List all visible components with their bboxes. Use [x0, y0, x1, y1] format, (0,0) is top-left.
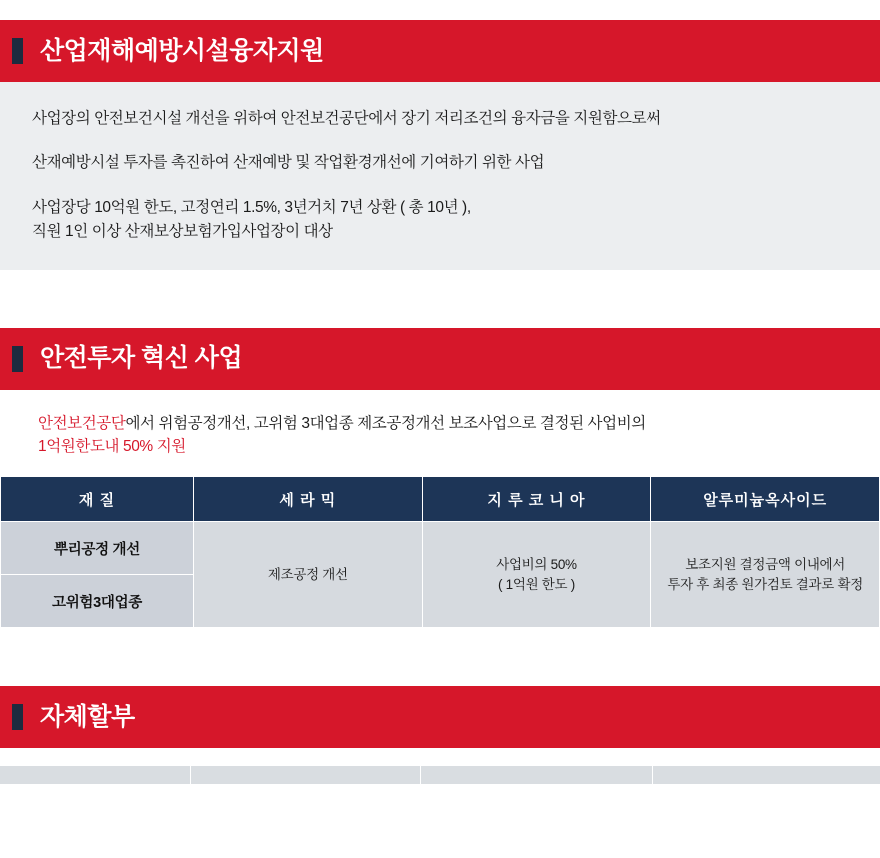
section-1-paragraph-4: 직원 1인 이상 산재보상보험가입사업장이 대상	[32, 223, 333, 241]
section-1-paragraph-3: 사업장당 10억원 한도, 고정연리 1.5%, 3년거치 7년 상환 ( 총 10년 ),	[32, 198, 471, 216]
table-row	[1, 522, 880, 575]
table-header-row	[1, 477, 880, 522]
bottom-partial-table	[0, 766, 880, 784]
table-cell-alumina	[651, 522, 880, 628]
bottom-divider-1	[190, 766, 191, 784]
table-cell-alumina-line-2: 투자 후 최종 원가검토 결과로 확정	[667, 576, 863, 592]
section-title-3: 자체할부	[40, 702, 135, 731]
section-2-note-line-1	[38, 412, 880, 435]
table-header-alumina: 알루미늄옥사이드	[651, 477, 880, 522]
note-highlight: 안전보건공단	[38, 414, 126, 432]
note-rest: 에서 위험공정개선, 고위험 3대업종 제조공정개선 보조사업으로 결정된 사업비의	[125, 414, 646, 432]
support-table	[0, 476, 880, 628]
section-header-1	[0, 20, 880, 82]
section-title-2: 안전투자 혁신 사업	[40, 344, 243, 373]
table-row-label-2: 고위험3대업종	[1, 575, 194, 628]
header-marker-icon	[12, 704, 23, 730]
top-margin	[0, 0, 880, 20]
bottom-divider-2	[420, 766, 421, 784]
section-body-2	[0, 390, 880, 477]
table-cell-zirconia-line-1: 사업비의 50%	[496, 556, 577, 572]
table-header-ceramic: 세 라 믹	[194, 477, 423, 522]
table-row-label-1: 뿌리공정 개선	[1, 522, 194, 575]
table-cell-ceramic: 제조공정 개선	[194, 522, 423, 628]
bottom-divider-3	[652, 766, 653, 784]
section-title-1: 산업재해예방시설융자지원	[40, 36, 324, 65]
table-cell-zirconia	[422, 522, 651, 628]
gap-below-section-3	[0, 748, 880, 766]
section-1-paragraph-1: 사업장의 안전보건시설 개선을 위하여 안전보건공단에서 장기 저리조건의 융자금을 지원함으로써	[32, 110, 661, 127]
gap-between-section-1-and-2	[0, 270, 880, 328]
table-cell-alumina-line-1: 보조지원 결정금액 이내에서	[685, 556, 846, 572]
gap-between-table-and-section-3	[0, 628, 880, 686]
table-header-zirconia: 지 루 코 니 아	[422, 477, 651, 522]
section-2-note-line-2: 1억원한도내 50% 지원	[38, 438, 186, 456]
table-cell-zirconia-line-2: ( 1억원 한도 )	[498, 576, 575, 592]
section-header-2	[0, 328, 880, 390]
header-marker-icon	[12, 346, 23, 372]
section-header-3	[0, 686, 880, 748]
table-header-material: 재 질	[1, 477, 194, 522]
section-body-1	[0, 82, 880, 270]
header-marker-icon	[12, 38, 23, 64]
section-1-paragraph-2: 산재예방시설 투자를 촉진하여 산재예방 및 작업환경개선에 기여하기 위한 사업	[32, 154, 545, 172]
